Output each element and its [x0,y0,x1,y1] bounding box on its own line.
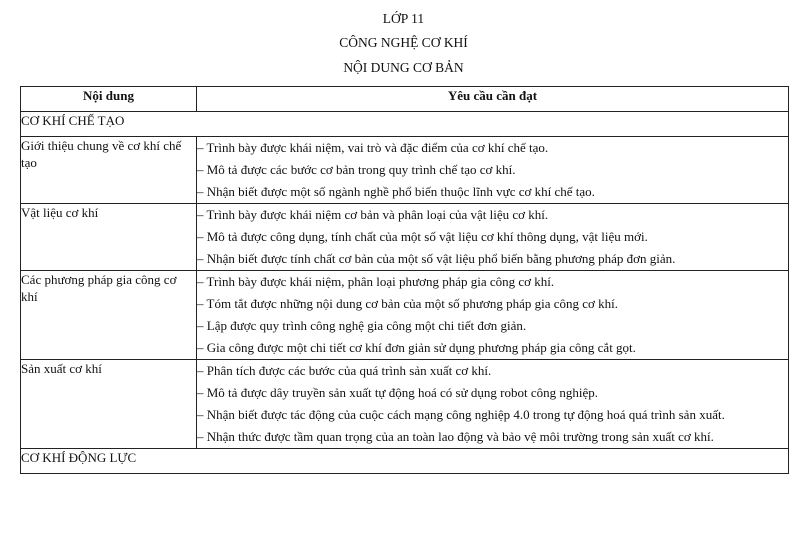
section-title-power-mechanics: CƠ KHÍ ĐỘNG LỰC [21,449,789,474]
requirement-item: – Gia công được một chi tiết cơ khí đơn giản sử dụng phương pháp gia công cắt gọt. [197,340,636,355]
requirements-cell [197,137,789,204]
column-header-content: Nội dung [21,87,197,112]
table-row [21,204,789,271]
topic-cell: Sản xuất cơ khí [21,360,197,449]
requirements-cell [197,360,789,449]
requirement-item: – Trình bày được khái niệm, phân loại phương pháp gia công cơ khí. [197,274,555,289]
requirement-item: – Nhận biết được một số ngành nghề phổ biến thuộc lĩnh vực cơ khí chế tạo. [197,184,595,199]
requirement-item: – Nhận biết được tính chất cơ bản của một số vật liệu phổ biến bằng phương pháp đơn giản. [197,251,676,266]
requirement-item: – Trình bày được khái niệm cơ bản và phân loại của vật liệu cơ khí. [197,207,549,222]
section-row [21,112,789,137]
requirement-item: – Nhận thức được tầm quan trọng của an toàn lao động và bảo vệ môi trường trong sản xuất cơ khí. [197,429,714,444]
curriculum-table [20,86,789,474]
requirement-item: – Phân tích được các bước của quá trình sản xuất cơ khí. [197,363,492,378]
topic-cell: Vật liệu cơ khí [21,204,197,271]
topic-cell: Giới thiệu chung về cơ khí chế tạo [21,137,197,204]
table-header-row [21,87,789,112]
section-heading: NỘI DUNG CƠ BẢN [343,60,464,75]
requirement-item: – Mô tả được các bước cơ bản trong quy trình chế tạo cơ khí. [197,162,516,177]
requirements-cell [197,204,789,271]
table-row [21,271,789,360]
section-title-manufacturing: CƠ KHÍ CHẾ TẠO [21,112,789,137]
requirement-item: – Tóm tắt được những nội dung cơ bản của một số phương pháp gia công cơ khí. [197,296,618,311]
topic-cell: Các phương pháp gia công cơ khí [21,271,197,360]
requirement-item: – Mô tả được dây truyền sản xuất tự động hoá có sử dụng robot công nghiệp. [197,385,598,400]
table-row [21,137,789,204]
section-row [21,449,789,474]
grade-heading: LỚP 11 [382,11,425,26]
subject-heading: CÔNG NGHỆ CƠ KHÍ [339,35,468,50]
requirement-item: – Nhận biết được tác động của cuộc cách mạng công nghiệp 4.0 trong tự động hoá quá trình sản xuất. [197,407,725,422]
requirement-item: – Mô tả được công dụng, tính chất của một số vật liệu cơ khí thông dụng, vật liệu mới. [197,229,648,244]
table-row [21,360,789,449]
requirements-cell [197,271,789,360]
requirement-item: – Lập được quy trình công nghệ gia công một chi tiết đơn giản. [197,318,527,333]
requirement-item: – Trình bày được khái niệm, vai trò và đặc điểm của cơ khí chế tạo. [197,140,549,155]
column-header-requirements: Yêu cầu cần đạt [197,87,789,112]
